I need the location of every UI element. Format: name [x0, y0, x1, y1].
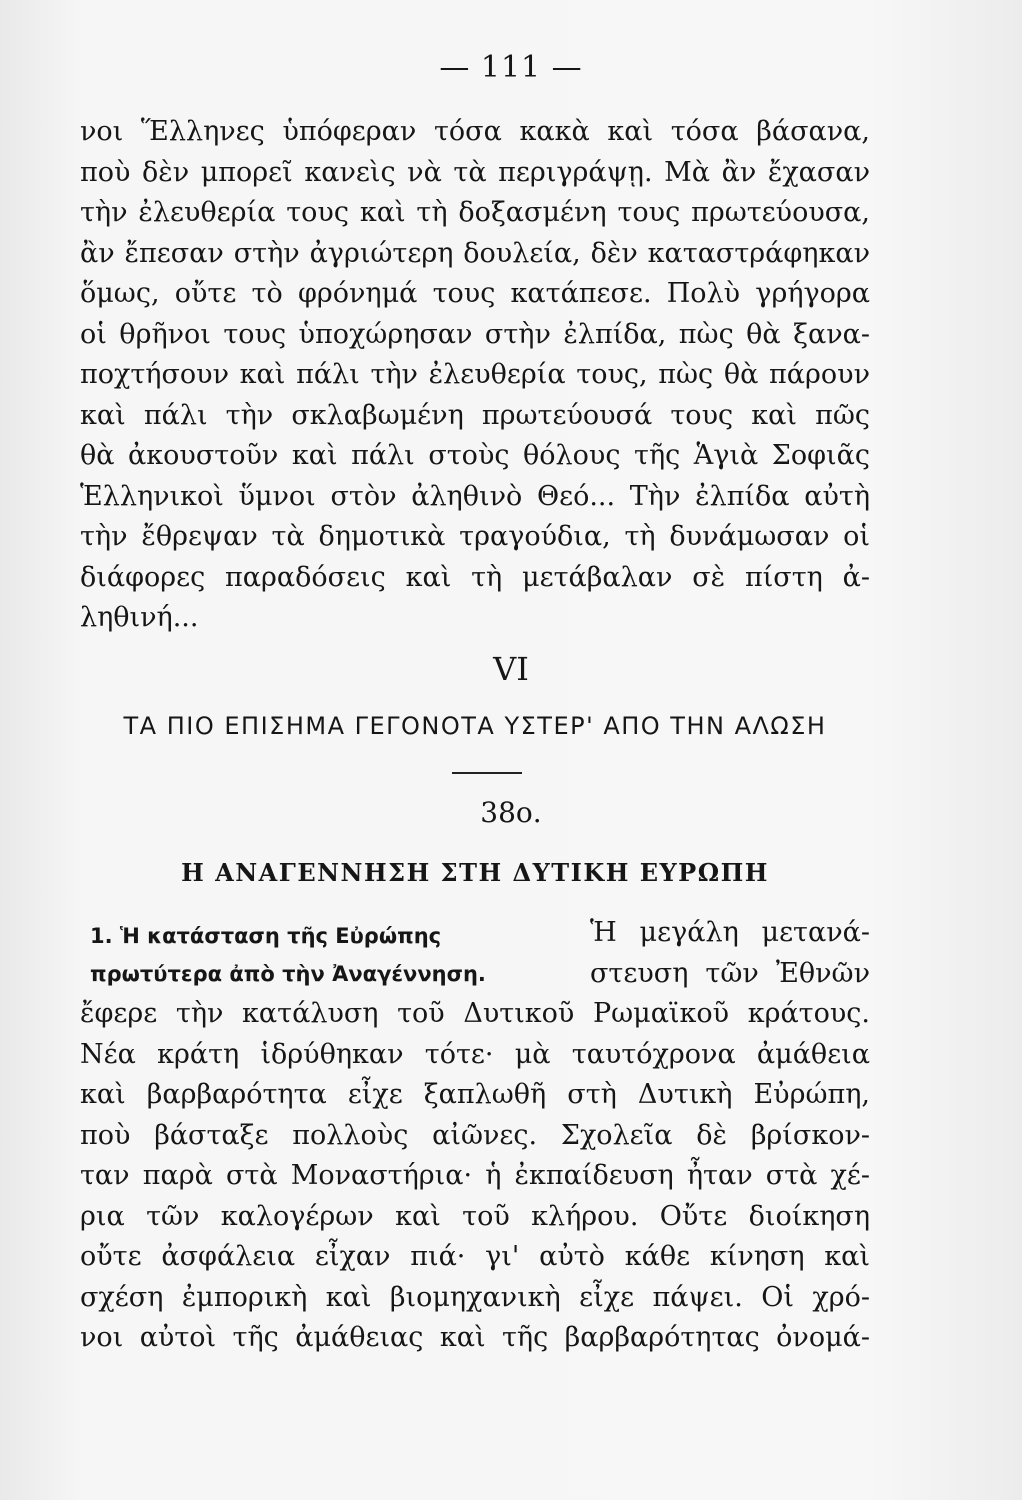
- text-line: τὴν ἐλευθερία τους καὶ τὴ δοξασμένη τους πρωτεύουσα,: [80, 197, 870, 228]
- text-line: ποχτήσουν καὶ πάλι τὴν ἐλευθερία τους, πὼς θὰ πάρουν: [80, 359, 870, 390]
- paragraph-body: [80, 994, 870, 1359]
- text-line: ρια τῶν καλογέρων καὶ τοῦ κλήρου. Οὔτε διοίκηση: [80, 1200, 870, 1232]
- text-line: ὅμως, οὔτε τὸ φρόνημά τους κατάπεσε. Πολὺ γρήγορα: [80, 278, 870, 309]
- text-line: ποὺ βάσταξε πολλοὺς αἰῶνες. Σχολεῖα δὲ βρίσκον-: [80, 1119, 870, 1151]
- text-line: Νέα κράτη ἱδρύθηκαν τότε· μὰ ταυτόχρονα ἀμάθεια: [80, 1038, 870, 1070]
- text-line: ταν παρὰ στὰ Μοναστήρια· ἡ ἐκπαίδευση ἦταν στὰ χέ-: [80, 1160, 870, 1191]
- subsection-heading-line: πρωτύτερα ἀπὸ τὴν Ἀναγέννηση.: [90, 962, 486, 986]
- chapter-title: Η ΑΝΑΓΕΝΝΗΣΗ ΣΤΗ ΔΥΤΙΚΗ ΕΥΡΩΠΗ: [181, 858, 769, 887]
- paragraph-intro: [80, 112, 870, 639]
- text-line: τὴν ἔθρεψαν τὰ δημοτικὰ τραγούδια, τὴ δυνάμωσαν οἱ: [80, 521, 870, 552]
- text-line: καὶ βαρβαρότητα εἶχε ξαπλωθῆ στὴ Δυτικὴ Εὐρώπη,: [80, 1079, 870, 1110]
- text-line: σχέση ἐμπορικὴ καὶ βιομηχανικὴ εἶχε πάψει. Οἱ χρό-: [80, 1281, 870, 1313]
- text-line: ἂν ἔπεσαν στὴν ἀγριώτερη δουλεία, δὲν καταστράφηκαν: [80, 237, 870, 269]
- text-line: καὶ πάλι τὴν σκλαβωμένη πρωτεύουσά τους καὶ πῶς: [80, 399, 870, 431]
- text-line: οὔτε ἀσφάλεια εἶχαν πιά· γι' αὐτὸ κάθε κίνηση καὶ: [80, 1241, 870, 1272]
- text-line: νοι Ἕλληνες ὑπόφεραν τόσα κακὰ καὶ τόσα βάσανα,: [80, 116, 870, 147]
- text-line: θὰ ἀκουστοῦν καὶ πάλι στοὺς θόλους τῆς Ἁγιὰ Σοφιᾶς: [80, 440, 870, 471]
- text-line: νοι αὐτοὶ τῆς ἀμάθειας καὶ τῆς βαρβαρότητας ὀνομά-: [80, 1322, 870, 1353]
- text-line: Ἡ μεγάλη μετανά-: [590, 917, 870, 948]
- text-line: ἔφερε τὴν κατάλυση τοῦ Δυτικοῦ Ρωμαϊκοῦ κράτους.: [80, 998, 870, 1029]
- text-line: στευση τῶν Ἐθνῶν: [590, 957, 870, 989]
- page-number: — 111 —: [439, 50, 583, 85]
- text-line: Ἑλληνικοὶ ὕμνοι στὸν ἀληθινὸ Θεό... Τὴν ἐλπίδα αὐτὴ: [80, 480, 870, 512]
- text-line: ληθινή...: [80, 602, 199, 633]
- subsection-heading: [90, 917, 580, 993]
- section-heading: ΤΑ ΠΙΟ ΕΠΙΣΗΜΑ ΓΕΓΟΝΟΤΑ ΥΣΤΕΡ' ΑΠΟ ΤΗΝ ΑΛΩΣΗ: [123, 712, 827, 740]
- divider-rule: [452, 772, 522, 774]
- text-line: διάφορες παραδόσεις καὶ τὴ μετάβαλαν σὲ πίστη ἀ-: [80, 561, 870, 593]
- paragraph-opening: [590, 913, 870, 994]
- chapter-number: 38ο.: [480, 796, 542, 829]
- text-line: ποὺ δὲν μπορεῖ κανεὶς νὰ τὰ περιγράψῃ. Μὰ ἂν ἔχασαν: [80, 156, 870, 188]
- text-line: οἱ θρῆνοι τους ὑποχώρησαν στὴν ἐλπίδα, πὼς θὰ ξανα-: [80, 318, 870, 350]
- subsection-heading-line: 1. Ἡ κατάσταση τῆς Εὐρώπης: [90, 924, 442, 948]
- section-number: VI: [493, 650, 529, 688]
